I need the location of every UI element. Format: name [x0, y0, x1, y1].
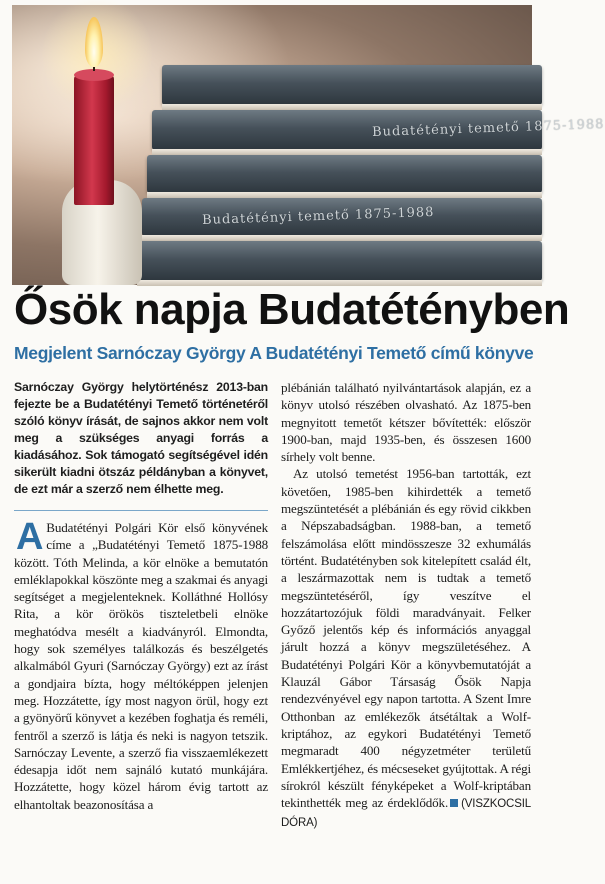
book-4: [142, 198, 542, 236]
lead-divider: [14, 510, 268, 511]
book-2: [152, 110, 605, 150]
book-spine-title-lower: Budatétényi temető 1875-1988: [201, 204, 435, 229]
byline: (VISZKOCSIL DÓRA): [281, 798, 531, 830]
left-column: [14, 379, 268, 813]
right-column: [281, 379, 531, 833]
book-1: [162, 65, 542, 105]
book-spine-title: Budatétényi temető 1875-1988: [371, 116, 605, 141]
body-paragraph-1: [14, 516, 268, 813]
body-paragraph-3: [281, 465, 531, 832]
lead-paragraph: Sarnóczay György helytörténész 2013-ban fejezte be a Budatétényi Temető történetéről szóló könyv írását, de sajnos akkor nem volt meg a szükséges anyagi forrás a kiadásához. Sok támogató segítségével idén sikerült kiadni ötszáz példányban a könyvet, de ezt már a szerző nem élhette meg.: [14, 380, 268, 496]
headline: Ősök napja Budatétényben: [14, 285, 570, 334]
candle: [74, 75, 114, 205]
body-paragraph-2: plébánián található nyilvántartások alapján, ez a könyv utolsó részében olvasható. Az 1875-ben megnyitott temetőt kétszer bővítették: először 1900-ban, majd 1935-ben, és összesen 1600 sírhely volt benne.: [281, 380, 531, 465]
end-mark-icon: [450, 799, 458, 807]
article-photo: [12, 5, 605, 285]
drop-cap: A: [16, 516, 44, 558]
body-text-1: Budatétényi Polgári Kör első könyvének címe a „Budatétényi Temető 1875-1988 között. Tóth Melinda, a kör elnöke a bemutatón emléklapokkal köszönte meg a szakmai és anyagi segítséget a megjelenteknek. Kolláthné Hollósy Rita, a kör örökös tiszteletbeli elnöke meghatódva mesélt a kiadványról. Elmondta, hogy sok személyes találkozás és beszélgetés alkalmából Gyuri (Sarnóczay György) ezt az írást a gondjaira bízta, hogy méltóképpen jelenjen meg. Hozzátette, így most nagyon örül, hogy ezt a gyönyörű könyvet a kezében foghatja és reméli, fentről a szerző is látja és neki is nagyon tetszik. Sarnóczay Levente, a szerző fia visszaemlékezett édesapja időt nem sajnáló kutató munkájára. Hozzátette, hogy közel három évig tartott az elhantoltak beazonosítása a: [14, 520, 268, 812]
book-5: [137, 241, 542, 281]
book-3: [147, 155, 542, 193]
subheadline: Megjelent Sarnóczay György A Budatétényi Temető című könyve: [14, 343, 534, 363]
body-text-3: Az utolsó temetést 1956-ban tartották, ezt követően, 1985-ben kihirdették a temető megszüntetését a plébánián és egy rövid cikkben a Népszabadságban. 1988-ban, a temető felszámolása előtt mindösszesze 32 exhumálás történt. Budatétényben sok kitelepített család élt, a leszármazottak nem is tudtak a temető megszüntetéséről, így veszítve el hozzátartozójuk földi maradványait. Felker Győző jelentős kép és információs anyaggal járult hozzá a könyv megszületéséhez. A Budatétényi Polgári Kör a könyvbemutatóját a Klauzál Gábor Társaság Ősök Napja rendezvényével egy napon tartotta. A Szent Imre Otthonban az emlékezők átsétáltak a Wolf-kriptához, az egykori Budatétényi Temető megmaradt 400 négyzetméter területű Emlékkertjéhez, és mécseseket gyújtottak. A régi sírokról készült fényképeket a Wolf-kriptában tekinthették meg az érdeklődők.: [281, 466, 531, 811]
